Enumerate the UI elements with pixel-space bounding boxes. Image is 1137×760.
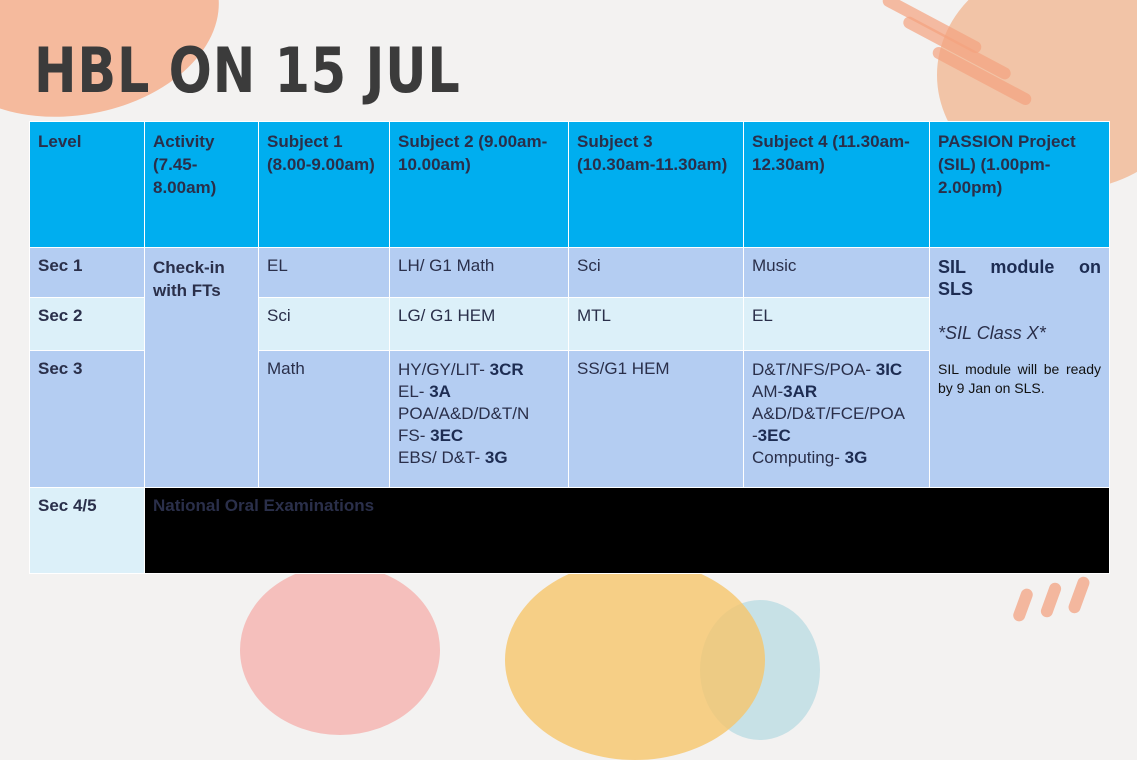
subject-cell: LG/ G1 HEM [390,298,569,351]
class-line: FS- 3EC [398,426,464,445]
level-cell: Sec 2 [30,298,145,351]
table-row [30,248,1110,298]
decor-blob-bottom-left [240,565,440,735]
subject-cell: Math [259,351,390,488]
subject-cell-multiline [744,351,930,488]
sil-note: SIL module will be ready by 9 Jan on SLS. [938,361,1101,396]
decor-dot [1039,581,1063,619]
class-line: A&D/D&T/FCE/POA [752,404,906,423]
decor-blob-bottom-yellow [505,560,765,760]
subject-cell: Sci [259,298,390,351]
oral-exam-banner: National Oral Examinations [145,488,1110,574]
class-line: EBS/ D&T- 3G [398,448,508,467]
subject-cell: Sci [569,248,744,298]
class-line: Computing- 3G [752,448,868,467]
header-row [30,122,1110,248]
level-cell: Sec 3 [30,351,145,488]
header-subject-3: Subject 3 (10.30am-11.30am) [569,122,744,248]
checkin-cell: Check-in with FTs [145,248,259,488]
subject-cell: Music [744,248,930,298]
header-level: Level [30,122,145,248]
level-cell: Sec 4/5 [30,488,145,574]
subject-cell: LH/ G1 Math [390,248,569,298]
subject-cell: EL [259,248,390,298]
header-subject-2: Subject 2 (9.00am-10.00am) [390,122,569,248]
header-passion-project: PASSION Project (SIL) (1.00pm-2.00pm) [930,122,1110,248]
sil-title: SIL module on SLS [938,257,1101,299]
page-title: HBL ON 15 JUL [34,34,461,107]
header-activity: Activity (7.45-8.00am) [145,122,259,248]
header-subject-1: Subject 1 (8.00-9.00am) [259,122,390,248]
header-subject-4: Subject 4 (11.30am-12.30am) [744,122,930,248]
class-line: POA/A&D/D&T/N [398,404,530,423]
subject-cell-multiline [390,351,569,488]
class-line: EL- 3A [398,382,451,401]
level-cell: Sec 1 [30,248,145,298]
sil-class: *SIL Class X* [938,323,1046,343]
class-line: HY/GY/LIT- 3CR [398,360,524,379]
decor-dot [1067,575,1091,615]
decor-dot [1012,587,1035,623]
table-row [30,488,1110,574]
schedule-table [29,121,1110,574]
class-line: D&T/NFS/POA- 3IC [752,360,903,379]
subject-cell: EL [744,298,930,351]
class-line: -3EC [752,426,791,445]
sil-cell [930,248,1110,488]
subject-cell: SS/G1 HEM [569,351,744,488]
class-line: AM-3AR [752,382,818,401]
subject-cell: MTL [569,298,744,351]
